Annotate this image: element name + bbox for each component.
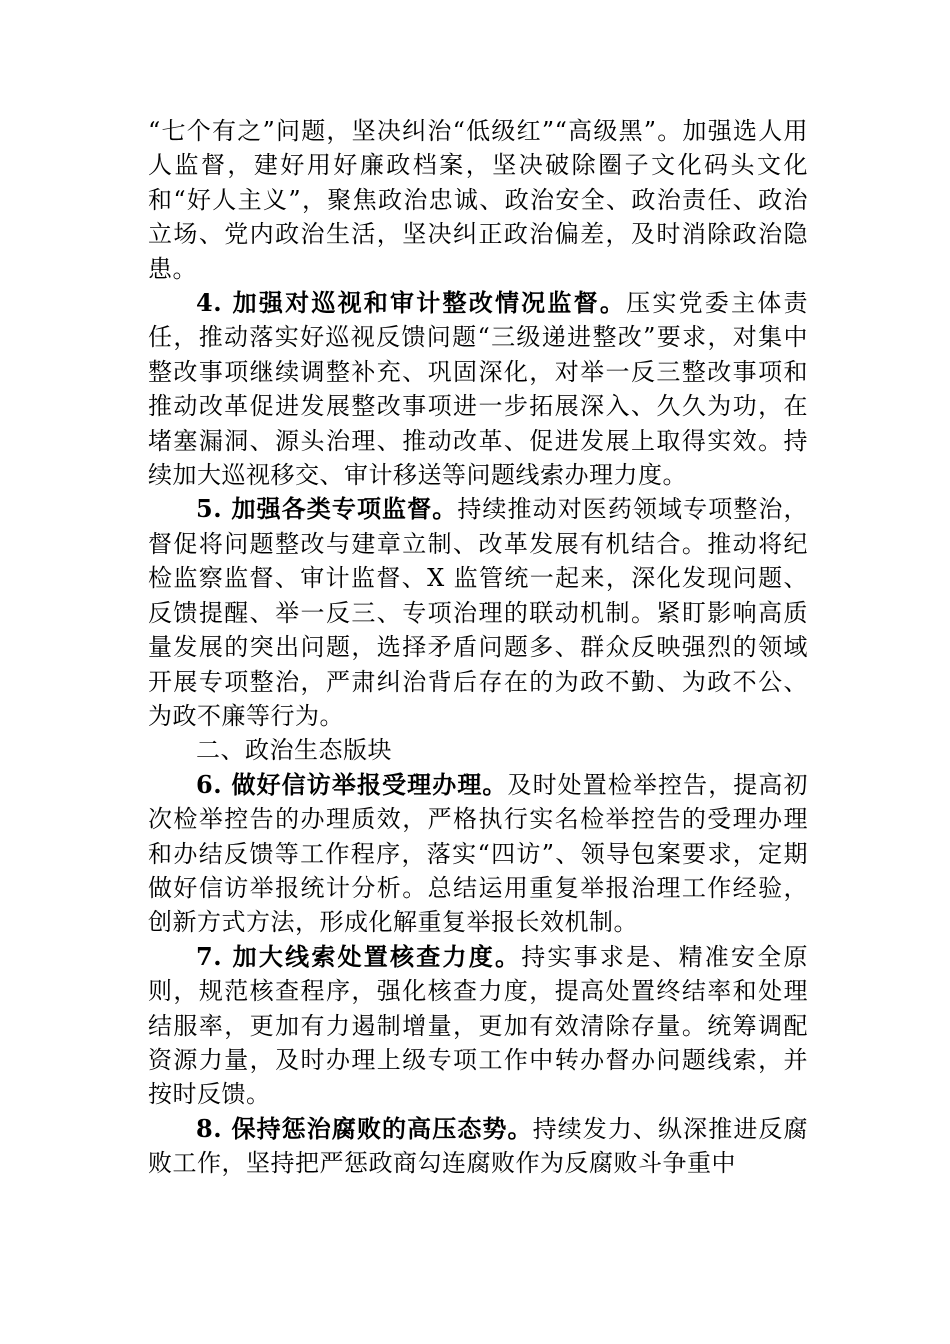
- paragraph-body: 压实党委主体责任，推动落实好巡视反馈问题“三级递进整改”要求，对集中整改事项继续调整补充、巩固深化，对举一反三整改事项和推动改革促进发展整改事项进一步拓展深入、久久为功，在堵塞漏洞、源头治理、推动改革、促进发展上取得实效。持续加大巡视移交、审计移送等问题线索办理力度。: [148, 289, 808, 490]
- item-heading: 8. 保持惩治腐败的高压态势。: [196, 1113, 533, 1143]
- item-heading: 4. 加强对巡视和审计整改情况监督。: [196, 288, 627, 318]
- paragraph-item-4: [148, 286, 808, 492]
- paragraph-item-7: [148, 940, 808, 1112]
- paragraph-body: 持续发力、纵深推进反腐败工作，坚持把严惩政商勾连腐败作为反腐败斗争重中: [148, 1114, 808, 1178]
- paragraph-body: 持续推动对医药领域专项整治，督促将问题整改与建章立制、改革发展有机结合。推动将纪检监察监督、审计监督、X 监管统一起来，深化发现问题、反馈提醒、举一反三、专项治理的联动机制。紧盯影响高质量发展的突出问题，选择矛盾问题多、群众反映强烈的领域开展专项整治，严肃纠治背后存在的为政不勤、为政不公、为政不廉等行为。: [148, 495, 809, 730]
- item-heading: 5. 加强各类专项监督。: [196, 494, 458, 524]
- item-heading: 6. 做好信访举报受理办理。: [196, 769, 508, 799]
- paragraph-continuation: [148, 114, 808, 286]
- paragraph-body: 及时处置检举控告，提高初次检举控告的办理质效，严格执行实名检举控告的受理办理和办结反馈等工作程序，落实“四访”、领导包案要求，定期做好信访举报统计分析。总结运用重复举报治理工作经验，创新方式方法，形成化解重复举报长效机制。: [148, 770, 808, 937]
- item-heading: 7. 加大线索处置核查力度。: [196, 941, 522, 971]
- paragraph-body: “七个有之”问题，坚决纠治“低级红”“高级黑”。加强选人用人监督，建好用好廉政档案，坚决破除圈子文化码头文化和“好人主义”，聚焦政治忠诚、政治安全、政治责任、政治立场、党内政治生活，坚决纠正政治偏差，及时消除政治隐患。: [148, 117, 808, 283]
- paragraph-item-5: [148, 492, 808, 733]
- paragraph-item-6: [148, 768, 808, 940]
- section-title: 二、政治生态版块: [196, 736, 392, 765]
- paragraph-item-8: [148, 1112, 808, 1181]
- document-page: [148, 114, 808, 1181]
- paragraph-body: 持实事求是、精准安全原则，规范核查程序，强化核查力度，提高处置终结率和处理结服率，更加有力遏制增量，更加有效清除存量。统筹调配资源力量，及时办理上级专项工作中转办督办问题线索，并按时反馈。: [148, 942, 808, 1109]
- section-heading: [148, 733, 808, 767]
